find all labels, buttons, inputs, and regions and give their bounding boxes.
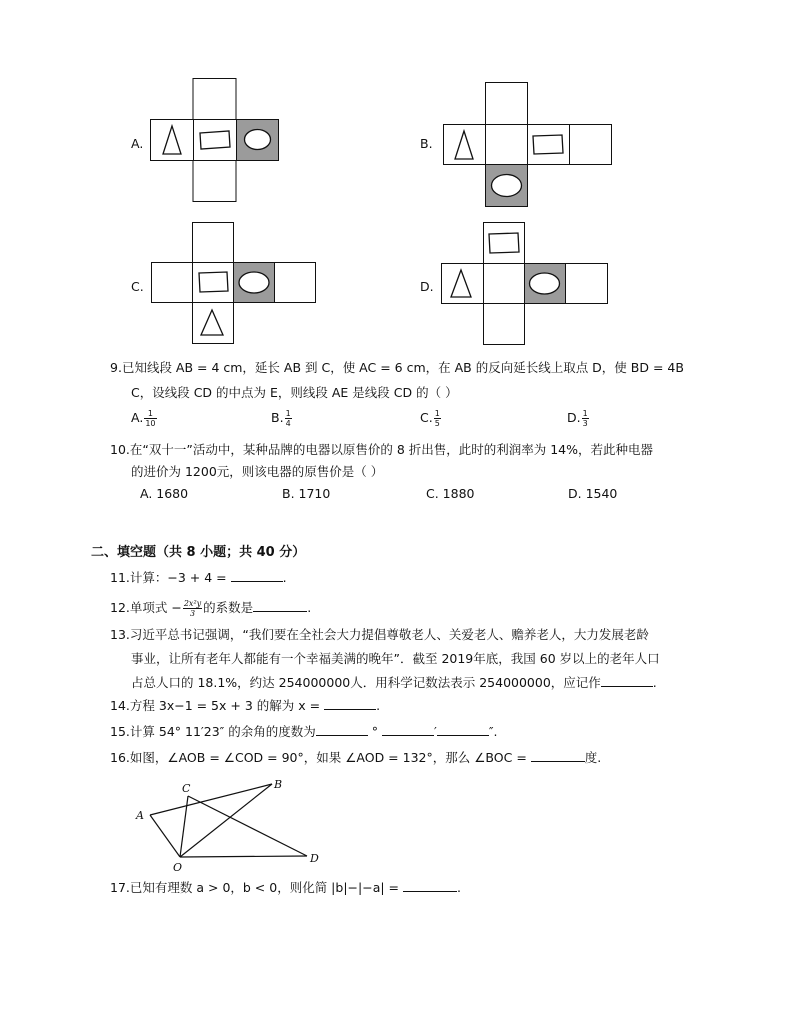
q16-answer-blank[interactable]: [531, 749, 585, 762]
segment-cd: [188, 796, 307, 856]
q16-text: 如图，∠AOB = ∠COD = 90°，如果 ∠AOD = 132°，那么 ∠BOC =: [129, 750, 527, 765]
point-b-label: B: [274, 778, 283, 791]
net-d-label: D.: [420, 279, 434, 294]
q11-number: 11.: [110, 570, 130, 585]
q10-option-d[interactable]: D. 1540: [568, 486, 618, 501]
q9-option-b[interactable]: B. $\frac{1}{4}$: [271, 409, 291, 428]
q12-number: 12.: [110, 600, 130, 615]
q14-text: 方程 3x−1 = 5x + 3 的解为 x =: [129, 698, 321, 713]
q11-text: 计算：−3 + 4 =: [129, 570, 227, 585]
q15-minutes-blank[interactable]: [382, 723, 434, 736]
segment-ab: [150, 784, 272, 815]
segment-oa: [150, 815, 180, 857]
q13-line1: [110, 626, 649, 644]
point-d-label: D: [310, 852, 319, 865]
segment-oc: [180, 796, 188, 857]
q11: 11.计算：−3 + 4 = .: [110, 570, 287, 585]
q12: 12.单项式 − $\frac{\text{2x²y}}{3}$ 的系数是 .: [110, 599, 312, 618]
q12-prefix: 单项式 −: [129, 600, 182, 615]
q17-text: 已知有理数 a > 0，b < 0，则化简 |b|−|−a| =: [129, 880, 400, 895]
q9-option-d[interactable]: D. $\frac{1}{3}$: [567, 409, 588, 428]
point-c-label: C: [182, 782, 191, 795]
q13-stem-line3: 占总人口的 18.1%，约达 254000000人．用科学记数法表示 254000000，应记作: [131, 675, 601, 690]
q10-number: 10.: [110, 442, 130, 457]
net-c-label: C.: [131, 279, 144, 294]
q9-option-a[interactable]: A. $\frac{1}{10}$: [131, 409, 156, 428]
q10-option-b[interactable]: B. 1710: [282, 486, 331, 501]
net-b-label: B.: [420, 136, 433, 151]
q13-stem-line1: 习近平总书记强调，“我们要在全社会大力提倡尊敬老人、关爱老人、赡养老人，大力发展老龄: [129, 627, 649, 642]
q9-stem-line1: 已知线段 AB = 4 cm，延长 AB 到 C，使 AC = 6 cm，在 AB 的反向延长线上取点 D，使 BD = 4B: [121, 360, 684, 375]
q17: 17.已知有理数 a > 0，b < 0，则化简 |b|−|−a| = .: [110, 880, 461, 895]
q16: 16.如图，∠AOB = ∠COD = 90°，如果 ∠AOD = 132°，那么 ∠BOC = 度.: [110, 750, 602, 765]
q9-number: 9.: [110, 360, 122, 375]
q14-number: 14.: [110, 698, 130, 713]
q10-stem-line1: 在“双十一”活动中，某种品牌的电器以原售价的 8 折出售，此时的利润率为 14%，若此种电器: [129, 442, 654, 457]
q15-number: 15.: [110, 724, 130, 739]
q10-option-c[interactable]: C. 1880: [426, 486, 475, 501]
net-a-figure: [150, 78, 280, 203]
q14: 14.方程 3x−1 = 5x + 3 的解为 x = .: [110, 698, 381, 713]
q14-answer-blank[interactable]: [324, 697, 376, 710]
q10-option-a[interactable]: A. 1680: [140, 486, 189, 501]
q12-suffix: 的系数是: [203, 600, 254, 615]
net-d-figure: [441, 222, 611, 346]
q9-line1: [110, 359, 684, 377]
q16-number: 16.: [110, 750, 130, 765]
q9-option-c[interactable]: C. $\frac{1}{5}$: [420, 409, 440, 428]
q12-fraction: $\frac{\text{2x²y}}{3}$: [183, 599, 202, 618]
q15: 15.计算 54° 11′23″ 的余角的度数为 ° ′ ″.: [110, 724, 498, 739]
q15-text: 计算 54° 11′23″ 的余角的度数为: [129, 724, 316, 739]
section-title: 二、填空题（共 8 小题；共 40 分）: [91, 545, 306, 560]
q13-answer-blank[interactable]: [601, 674, 653, 687]
q15-degrees-blank[interactable]: [316, 723, 368, 736]
q15-seconds-blank[interactable]: [437, 723, 489, 736]
q10-stem-line2: 的进价为 1200元，则该电器的原售价是（ ）: [131, 464, 384, 479]
point-a-label: A: [136, 809, 144, 822]
segment-ob: [180, 784, 272, 857]
q17-answer-blank[interactable]: [403, 879, 457, 892]
q13-number: 13.: [110, 627, 130, 642]
q9-stem-line2: C，设线段 CD 的中点为 E，则线段 AE 是线段 CD 的（ ）: [131, 385, 458, 400]
q10-line1: [110, 441, 653, 459]
q13-stem-line2: 事业，让所有老年人都能有一个幸福美满的晚年”．截至 2019年底，我国 60 岁以上的老年人口: [131, 651, 660, 666]
q16-angle-diagram: [130, 775, 330, 875]
net-c-figure: [151, 222, 321, 346]
q17-number: 17.: [110, 880, 130, 895]
segment-od: [180, 856, 307, 857]
point-o-label: O: [173, 861, 183, 874]
net-a-label: A.: [131, 136, 144, 151]
q13-line3: 占总人口的 18.1%，约达 254000000人．用科学记数法表示 254000000，应记作 .: [131, 675, 657, 690]
net-b-figure: [443, 82, 613, 208]
q12-answer-blank[interactable]: [253, 599, 307, 612]
q11-answer-blank[interactable]: [231, 569, 283, 582]
